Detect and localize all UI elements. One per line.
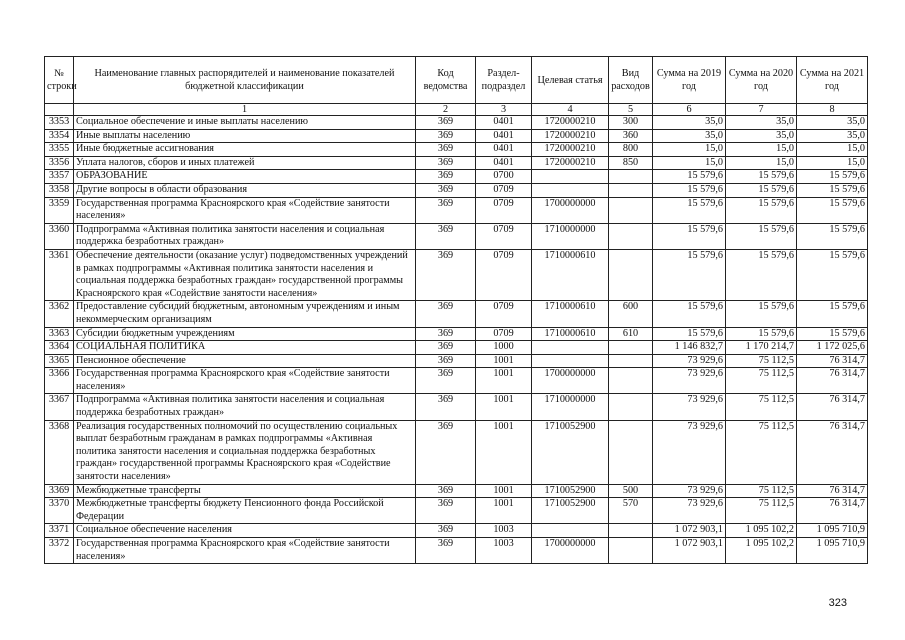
row-number-cell: 3370 — [45, 498, 74, 524]
row-name-cell: ОБРАЗОВАНИЕ — [74, 170, 416, 184]
row-number-cell: 3371 — [45, 524, 74, 538]
table-row — [45, 170, 868, 184]
table-row — [45, 249, 868, 300]
target-cell: 1710000610 — [532, 249, 609, 300]
sum-2019-cell: 35,0 — [653, 129, 726, 143]
table-row — [45, 301, 868, 327]
section-cell: 0401 — [476, 129, 532, 143]
target-cell: 1720000210 — [532, 116, 609, 130]
section-cell: 1000 — [476, 341, 532, 355]
row-number-cell: 3369 — [45, 484, 74, 498]
col-number: 4 — [532, 104, 609, 116]
sum-2019-cell: 15 579,6 — [653, 223, 726, 249]
sum-2019-cell: 15 579,6 — [653, 183, 726, 197]
target-cell: 1720000210 — [532, 156, 609, 170]
dept-code-cell: 369 — [416, 394, 476, 420]
table-row — [45, 327, 868, 341]
target-cell: 1720000210 — [532, 143, 609, 157]
sum-2020-cell: 15 579,6 — [726, 170, 797, 184]
sum-2021-cell: 76 314,7 — [797, 420, 868, 484]
section-cell: 0709 — [476, 327, 532, 341]
target-cell — [532, 170, 609, 184]
row-number-cell: 3359 — [45, 197, 74, 223]
sum-2020-cell: 35,0 — [726, 129, 797, 143]
sum-2021-cell: 15 579,6 — [797, 170, 868, 184]
sum-2019-cell: 15 579,6 — [653, 249, 726, 300]
section-cell: 1003 — [476, 524, 532, 538]
sum-2021-cell: 15,0 — [797, 156, 868, 170]
sum-2020-cell: 1 095 102,2 — [726, 524, 797, 538]
col-number: 3 — [476, 104, 532, 116]
dept-code-cell: 369 — [416, 156, 476, 170]
sum-2019-cell: 15 579,6 — [653, 301, 726, 327]
row-name-cell: Подпрограмма «Активная политика занятости населения и социальная поддержка безработных граждан» — [74, 394, 416, 420]
sum-2019-cell: 1 072 903,1 — [653, 538, 726, 564]
target-cell: 1710052900 — [532, 420, 609, 484]
header-sum-2020: Сумма на 2020 год — [726, 57, 797, 104]
section-cell: 0709 — [476, 197, 532, 223]
row-name-cell: СОЦИАЛЬНАЯ ПОЛИТИКА — [74, 341, 416, 355]
sum-2021-cell: 1 095 710,9 — [797, 524, 868, 538]
dept-code-cell: 369 — [416, 538, 476, 564]
section-cell: 0401 — [476, 116, 532, 130]
table-row — [45, 484, 868, 498]
dept-code-cell: 369 — [416, 183, 476, 197]
row-number-cell: 3368 — [45, 420, 74, 484]
row-name-cell: Государственная программа Красноярского края «Содействие занятости населения» — [74, 197, 416, 223]
section-cell: 1001 — [476, 368, 532, 394]
table-row — [45, 524, 868, 538]
target-cell: 1710052900 — [532, 484, 609, 498]
sum-2019-cell: 73 929,6 — [653, 394, 726, 420]
target-cell: 1710000000 — [532, 223, 609, 249]
header-sum-2019: Сумма на 2019 год — [653, 57, 726, 104]
header-target: Целевая статья — [532, 57, 609, 104]
dept-code-cell: 369 — [416, 170, 476, 184]
exp-type-cell — [609, 170, 653, 184]
table-row — [45, 143, 868, 157]
row-name-cell: Государственная программа Красноярского края «Содействие занятости населения» — [74, 368, 416, 394]
table-row — [45, 223, 868, 249]
table-row — [45, 420, 868, 484]
section-cell: 0709 — [476, 249, 532, 300]
row-number-cell: 3362 — [45, 301, 74, 327]
sum-2020-cell: 75 112,5 — [726, 368, 797, 394]
row-number-cell: 3353 — [45, 116, 74, 130]
sum-2020-cell: 1 170 214,7 — [726, 341, 797, 355]
dept-code-cell: 369 — [416, 143, 476, 157]
table-row — [45, 538, 868, 564]
row-number-cell: 3366 — [45, 368, 74, 394]
dept-code-cell: 369 — [416, 249, 476, 300]
row-name-cell: Подпрограмма «Активная политика занятости населения и социальная поддержка безработных граждан» — [74, 223, 416, 249]
sum-2021-cell: 15 579,6 — [797, 183, 868, 197]
row-number-cell: 3365 — [45, 354, 74, 368]
sum-2021-cell: 35,0 — [797, 129, 868, 143]
header-name: Наименование главных распорядителей и наименование показателей бюджетной классификации — [74, 57, 416, 104]
dept-code-cell: 369 — [416, 129, 476, 143]
section-cell: 0401 — [476, 156, 532, 170]
exp-type-cell — [609, 538, 653, 564]
exp-type-cell — [609, 223, 653, 249]
row-number-cell: 3355 — [45, 143, 74, 157]
exp-type-cell — [609, 249, 653, 300]
dept-code-cell: 369 — [416, 197, 476, 223]
table-body — [45, 104, 868, 564]
sum-2019-cell: 15 579,6 — [653, 170, 726, 184]
section-cell: 0709 — [476, 301, 532, 327]
sum-2021-cell: 1 095 710,9 — [797, 538, 868, 564]
dept-code-cell: 369 — [416, 341, 476, 355]
row-name-cell: Межбюджетные трансферты бюджету Пенсионного фонда Российской Федерации — [74, 498, 416, 524]
row-number-cell: 3363 — [45, 327, 74, 341]
exp-type-cell: 570 — [609, 498, 653, 524]
exp-type-cell — [609, 354, 653, 368]
dept-code-cell: 369 — [416, 420, 476, 484]
row-number-cell: 3360 — [45, 223, 74, 249]
target-cell — [532, 524, 609, 538]
exp-type-cell: 850 — [609, 156, 653, 170]
table-header — [45, 57, 868, 104]
row-name-cell: Государственная программа Красноярского края «Содействие занятости населения» — [74, 538, 416, 564]
row-name-cell: Социальное обеспечение населения — [74, 524, 416, 538]
row-name-cell: Иные бюджетные ассигнования — [74, 143, 416, 157]
sum-2019-cell: 15,0 — [653, 156, 726, 170]
sum-2019-cell: 1 146 832,7 — [653, 341, 726, 355]
sum-2019-cell: 1 072 903,1 — [653, 524, 726, 538]
table-row — [45, 498, 868, 524]
col-number: 8 — [797, 104, 868, 116]
row-name-cell: Уплата налогов, сборов и иных платежей — [74, 156, 416, 170]
sum-2021-cell: 15 579,6 — [797, 197, 868, 223]
target-cell: 1720000210 — [532, 129, 609, 143]
row-number-cell: 3367 — [45, 394, 74, 420]
row-name-cell: Иные выплаты населению — [74, 129, 416, 143]
table-row — [45, 116, 868, 130]
sum-2021-cell: 15 579,6 — [797, 223, 868, 249]
sum-2020-cell: 75 112,5 — [726, 354, 797, 368]
budget-table — [44, 56, 868, 564]
dept-code-cell: 369 — [416, 498, 476, 524]
sum-2020-cell: 15 579,6 — [726, 197, 797, 223]
section-cell: 1001 — [476, 498, 532, 524]
header-dept-code: Код ведомства — [416, 57, 476, 104]
sum-2020-cell: 15 579,6 — [726, 249, 797, 300]
col-number — [45, 104, 74, 116]
col-number: 2 — [416, 104, 476, 116]
target-cell: 1710000610 — [532, 327, 609, 341]
row-name-cell: Субсидии бюджетным учреждениям — [74, 327, 416, 341]
table-row — [45, 183, 868, 197]
row-name-cell: Другие вопросы в области образования — [74, 183, 416, 197]
exp-type-cell: 300 — [609, 116, 653, 130]
row-number-cell: 3372 — [45, 538, 74, 564]
sum-2021-cell: 15 579,6 — [797, 327, 868, 341]
section-cell: 0709 — [476, 183, 532, 197]
dept-code-cell: 369 — [416, 116, 476, 130]
table-row — [45, 341, 868, 355]
sum-2021-cell: 15 579,6 — [797, 301, 868, 327]
sum-2019-cell: 15,0 — [653, 143, 726, 157]
row-number-cell: 3364 — [45, 341, 74, 355]
row-number-cell: 3358 — [45, 183, 74, 197]
exp-type-cell — [609, 524, 653, 538]
target-cell: 1700000000 — [532, 538, 609, 564]
page-number: 323 — [828, 597, 847, 609]
sum-2019-cell: 73 929,6 — [653, 354, 726, 368]
target-cell: 1710000000 — [532, 394, 609, 420]
sum-2019-cell: 35,0 — [653, 116, 726, 130]
section-cell: 0700 — [476, 170, 532, 184]
sum-2021-cell: 76 314,7 — [797, 484, 868, 498]
row-name-cell: Реализация государственных полномочий по осуществлению социальных выплат безработным гражданам в рамках подпрограммы «Активная политика занятости населения и социальная поддержка безработных граждан» государственной программы Красноярского края «Содействие занятости населения» — [74, 420, 416, 484]
target-cell — [532, 183, 609, 197]
exp-type-cell: 500 — [609, 484, 653, 498]
header-exp-type: Вид расходов — [609, 57, 653, 104]
sum-2020-cell: 35,0 — [726, 116, 797, 130]
sum-2021-cell: 76 314,7 — [797, 394, 868, 420]
section-cell: 1001 — [476, 354, 532, 368]
table-row — [45, 156, 868, 170]
sum-2021-cell: 76 314,7 — [797, 368, 868, 394]
dept-code-cell: 369 — [416, 301, 476, 327]
row-name-cell: Пенсионное обеспечение — [74, 354, 416, 368]
header-row-no: № строки — [45, 57, 74, 104]
target-cell: 1710052900 — [532, 498, 609, 524]
table-row — [45, 368, 868, 394]
target-cell: 1700000000 — [532, 368, 609, 394]
col-number: 7 — [726, 104, 797, 116]
sum-2020-cell: 15 579,6 — [726, 301, 797, 327]
col-number: 5 — [609, 104, 653, 116]
row-number-cell: 3354 — [45, 129, 74, 143]
target-cell — [532, 341, 609, 355]
sum-2021-cell: 76 314,7 — [797, 498, 868, 524]
row-name-cell: Предоставление субсидий бюджетным, автономным учреждениям и иным некоммерческим организациям — [74, 301, 416, 327]
dept-code-cell: 369 — [416, 368, 476, 394]
sum-2020-cell: 1 095 102,2 — [726, 538, 797, 564]
sum-2019-cell: 73 929,6 — [653, 368, 726, 394]
sum-2021-cell: 35,0 — [797, 116, 868, 130]
header-sum-2021: Сумма на 2021 год — [797, 57, 868, 104]
target-cell — [532, 354, 609, 368]
section-cell: 0709 — [476, 223, 532, 249]
exp-type-cell — [609, 183, 653, 197]
exp-type-cell: 800 — [609, 143, 653, 157]
sum-2020-cell: 75 112,5 — [726, 498, 797, 524]
exp-type-cell — [609, 197, 653, 223]
row-number-cell: 3356 — [45, 156, 74, 170]
section-cell: 1001 — [476, 420, 532, 484]
table-row — [45, 354, 868, 368]
sum-2020-cell: 75 112,5 — [726, 484, 797, 498]
sum-2020-cell: 15 579,6 — [726, 183, 797, 197]
section-cell: 1001 — [476, 484, 532, 498]
target-cell: 1700000000 — [532, 197, 609, 223]
table-row — [45, 394, 868, 420]
exp-type-cell — [609, 420, 653, 484]
sum-2021-cell: 1 172 025,6 — [797, 341, 868, 355]
sum-2019-cell: 73 929,6 — [653, 484, 726, 498]
exp-type-cell — [609, 341, 653, 355]
dept-code-cell: 369 — [416, 484, 476, 498]
row-number-cell: 3357 — [45, 170, 74, 184]
table-row — [45, 197, 868, 223]
column-numbers-row — [45, 104, 868, 116]
sum-2020-cell: 15 579,6 — [726, 223, 797, 249]
target-cell: 1710000610 — [532, 301, 609, 327]
sum-2019-cell: 73 929,6 — [653, 420, 726, 484]
exp-type-cell — [609, 368, 653, 394]
dept-code-cell: 369 — [416, 354, 476, 368]
sum-2019-cell: 73 929,6 — [653, 498, 726, 524]
header-section: Раздел-подраздел — [476, 57, 532, 104]
sum-2020-cell: 15,0 — [726, 143, 797, 157]
section-cell: 1003 — [476, 538, 532, 564]
dept-code-cell: 369 — [416, 223, 476, 249]
exp-type-cell — [609, 394, 653, 420]
col-number: 1 — [74, 104, 416, 116]
sum-2020-cell: 15,0 — [726, 156, 797, 170]
section-cell: 1001 — [476, 394, 532, 420]
exp-type-cell: 360 — [609, 129, 653, 143]
row-name-cell: Социальное обеспечение и иные выплаты населению — [74, 116, 416, 130]
exp-type-cell: 610 — [609, 327, 653, 341]
sum-2021-cell: 76 314,7 — [797, 354, 868, 368]
row-name-cell: Межбюджетные трансферты — [74, 484, 416, 498]
sum-2019-cell: 15 579,6 — [653, 197, 726, 223]
col-number: 6 — [653, 104, 726, 116]
exp-type-cell: 600 — [609, 301, 653, 327]
section-cell: 0401 — [476, 143, 532, 157]
dept-code-cell: 369 — [416, 524, 476, 538]
table-row — [45, 129, 868, 143]
row-name-cell: Обеспечение деятельности (оказание услуг) подведомственных учреждений в рамках подпрограммы «Активная политика занятости населения и социальная поддержка безработных граждан» государственной программы Красноярского края «Содействие занятости населения» — [74, 249, 416, 300]
row-number-cell: 3361 — [45, 249, 74, 300]
dept-code-cell: 369 — [416, 327, 476, 341]
sum-2021-cell: 15,0 — [797, 143, 868, 157]
sum-2020-cell: 15 579,6 — [726, 327, 797, 341]
sum-2021-cell: 15 579,6 — [797, 249, 868, 300]
sum-2020-cell: 75 112,5 — [726, 394, 797, 420]
sum-2019-cell: 15 579,6 — [653, 327, 726, 341]
sum-2020-cell: 75 112,5 — [726, 420, 797, 484]
